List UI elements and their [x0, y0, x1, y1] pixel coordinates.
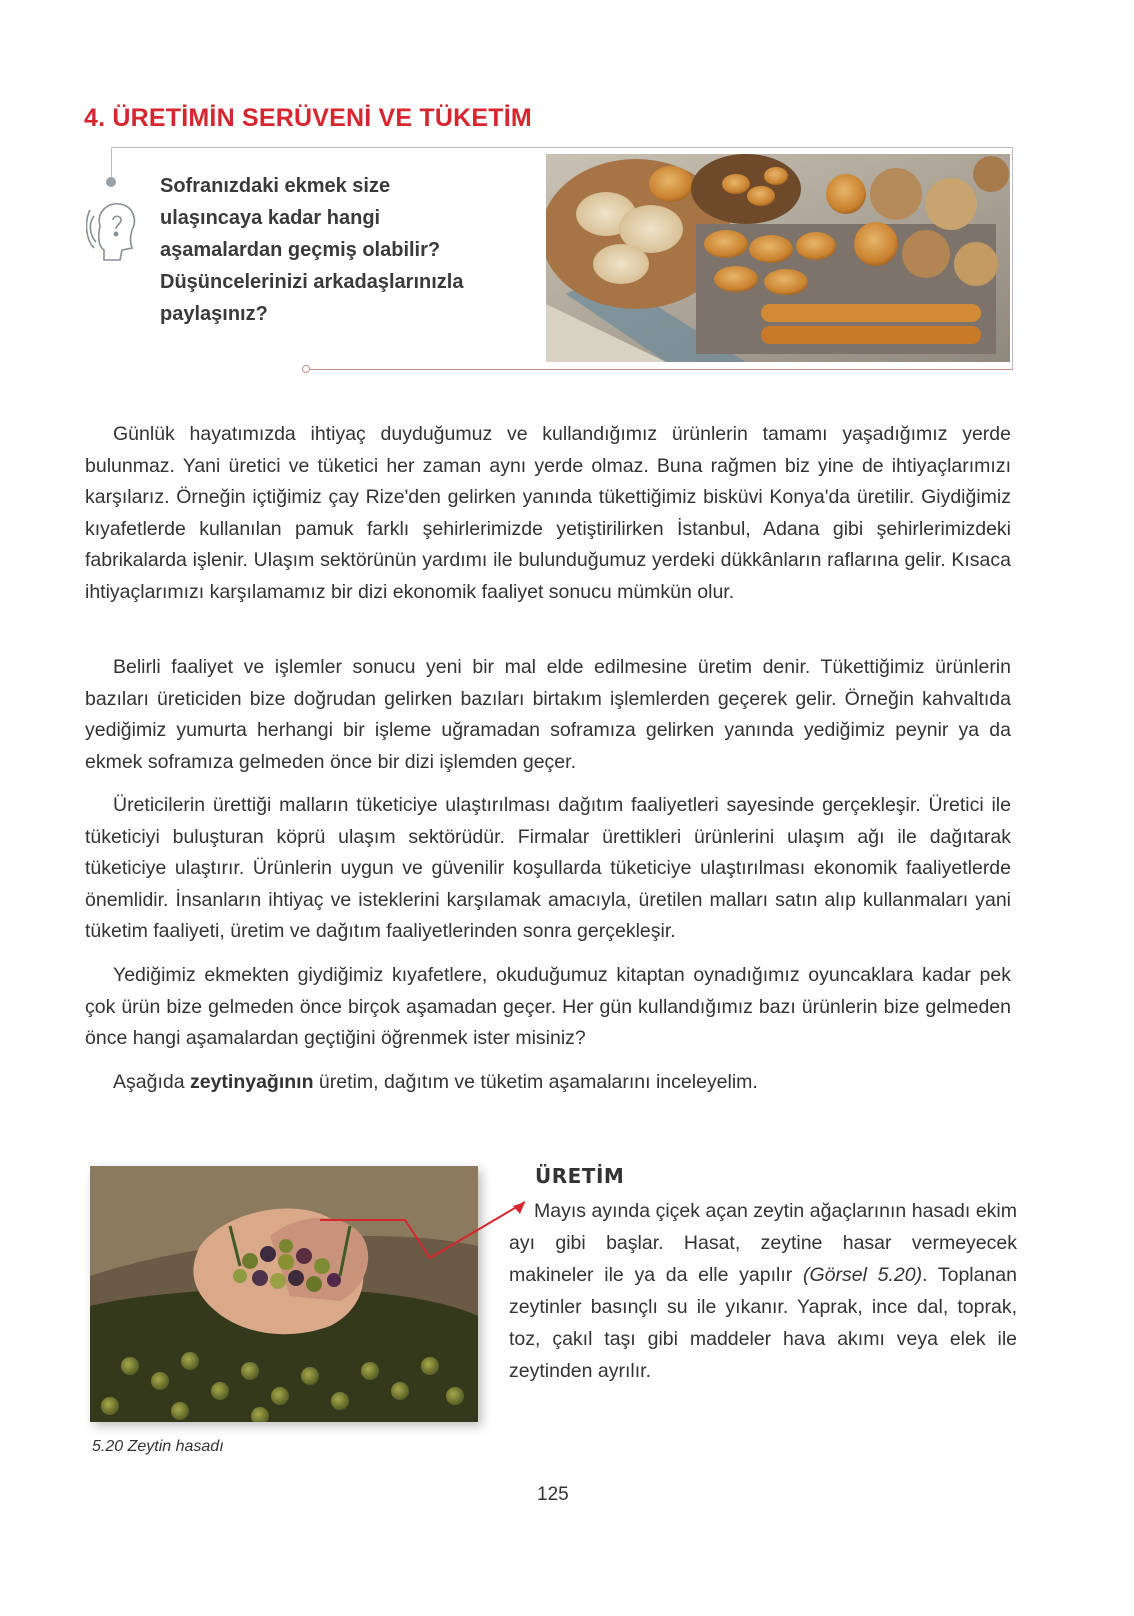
paragraph-text [509, 1195, 1017, 1387]
question-text [160, 170, 520, 330]
question-line: Sofranızdaki ekmek size [160, 175, 391, 197]
frame-bottom-line [310, 369, 1013, 370]
paragraph-4 [85, 960, 1011, 1055]
frame-dot [106, 177, 116, 187]
frame-right-line [1012, 147, 1013, 370]
bread-photo [546, 154, 1010, 362]
thinking-head-icon [86, 196, 144, 268]
frame-top-line [111, 147, 1013, 148]
section-title: 4. ÜRETİMİN SERÜVENİ VE TÜKETİM [84, 104, 532, 132]
pointer-arrow [320, 1200, 540, 1280]
text-segment: Mayıs ayında çiçek açan zeytin ağaçlarının hasadı ekim ayı gibi başlar. Hasat, zeytine hasar vermeyecek makineler ile ya da elle yapılır [509, 1200, 1017, 1286]
question-line: paylaşınız? [160, 303, 268, 325]
question-line: ulaşıncaya kadar hangi [160, 207, 381, 229]
question-line: Düşüncelerinizi arkadaşlarınızla [160, 271, 464, 293]
production-heading: ÜRETİM [535, 1164, 625, 1188]
paragraph-text: Yediğimiz ekmekten giydiğimiz kıyafetlere, okuduğumuz kitaptan oynadığımız oyuncaklara kadar pek çok ürün bize gelmeden önce birçok aşamadan geçer. Her gün kullandığımız bazı ürünlerin bize gelmeden önce hangi aşamalardan geçtiğini öğrenmek ister misiniz? [85, 964, 1011, 1049]
paragraph-text: Belirli faaliyet ve işlemler sonucu yeni bir mal elde edilmesine üretim denir. Tükettiğimiz ürünlerin bazıları üreticiden bize doğrudan gelirken bazıları birtakım işlemlerden geçerek gelir. Örneğin kahvaltıda yediğimiz yumurta herhangi bir işleme uğramadan soframıza gelirken yanında yediğimiz peynir ya da ekmek soframıza gelmeden önce bir dizi işlemden geçer. [85, 656, 1011, 773]
paragraph-text: Üreticilerin ürettiği malların tüketiciye ulaştırılması dağıtım faaliyetleri sayesinde gerçekleşir. Üretici ile tüketiciyi buluşturan köprü ulaşım sektörüdür. Firmalar ürettikleri ürünlerini ulaşım ağı ile dağıtarak tüketiciye ulaştırır. Ürünlerin uygun ve güvenilir koşullarda tüketiciye ulaştırılması ekonomik faaliyetlerde önemlidir. İnsanların ihtiyaç ve isteklerini karşılamak amacıyla, üretilen malları satın alıp kullanmaları yani tüketim faaliyeti, üretim ve dağıtım faaliyetlerinden sonra gerçekleşir. [85, 794, 1011, 942]
paragraph-5 [85, 1067, 1011, 1099]
question-line: aşamalardan geçmiş olabilir? [160, 239, 441, 261]
text-segment: Aşağıda [113, 1071, 190, 1093]
production-paragraph [509, 1195, 1017, 1387]
paragraph-text: Günlük hayatımızda ihtiyaç duyduğumuz ve kullandığımız ürünlerin tamamı yaşadığımız yerde bulunmaz. Yani üretici ve tüketici her zaman aynı yerde olmaz. Buna rağmen biz yine de ihtiyaçlarımızı karşılarız. Örneğin içtiğimiz çay Rize'den gelirken yanında tükettiğimiz bisküvi Konya'da üretilir. Giydiğimiz kıyafetlerde kullanılan pamuk farklı şehirlerimizde yetiştirilirken İstanbul, Adana gibi şehirlerimizdeki fabrikalarda işlenir. Ulaşım sektörünün yardımı ile bulunduğumuz yerdeki dükkânların raflarına gelir. Kısaca ihtiyaçlarımızı karşılamamız bir dizi ekonomik faaliyet sonucu mümkün olur. [85, 423, 1011, 603]
text-segment: üretim, dağıtım ve tüketim aşamalarını inceleyelim. [313, 1071, 758, 1093]
text-segment: . Toplanan zeytinler basınçlı su ile yıkanır. Yaprak, ince dal, toprak, toz, çakıl taşı gibi maddeler hava akımı veya elek ile zeytinden ayrılır. [509, 1264, 1017, 1382]
page-number: 125 [537, 1484, 569, 1505]
figure-reference: (Görsel 5.20) [803, 1264, 923, 1286]
bold-term: zeytinyağının [189, 1071, 314, 1093]
figure-caption: 5.20 Zeytin hasadı [92, 1438, 224, 1455]
frame-ring [302, 365, 310, 373]
paragraph-text [85, 1067, 1011, 1099]
paragraph-1 [85, 419, 1011, 608]
frame-left-line [111, 147, 112, 177]
paragraph-2 [85, 652, 1011, 778]
paragraph-3 [85, 790, 1011, 948]
